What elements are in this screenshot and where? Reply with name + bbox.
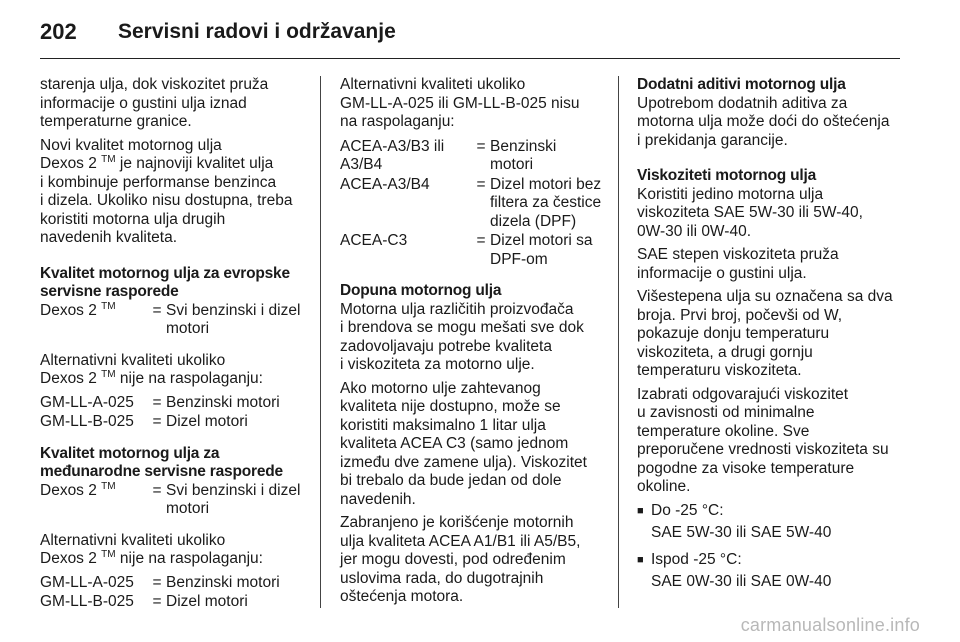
section-heading: Dopuna motornog ulja [340, 282, 502, 299]
paragraph: Višestepena ulja su označena sa dva broja. Prvi broj, počevši od W, pokazuje donju temperaturu viskoziteta, a drugi gornju temperaturu viskoziteta. [637, 288, 893, 379]
paragraph: Zabranjeno je korišćenje motornih ulja kvaliteta ACEA A1/B1 ili A5/B5, jer mogu dovesti, pod određenim uslovima rada, do dugotrajnih oštećenja motora. [340, 514, 581, 605]
section-heading: Kvalitet motornog ulja za međunarodne servisne rasporede [40, 444, 283, 480]
paragraph: Ako motorno ulje zahtevanog kvaliteta nije dostupno, može se koristiti maksimalno 1 litar ulja kvaliteta ACEA C3 (samo jednom između dve zamene ulja). Viskozitet bi trebalo da bude jedan od dole navedenih. [340, 379, 587, 508]
bullet-square-icon: ■ [637, 504, 644, 517]
spec-row: GM-LL-B-025 = Dizel motori [40, 593, 248, 610]
section-heading: Viskoziteti motornog ulja [637, 167, 817, 184]
spec-row: Dexos 2 ™ = Svi benzinski i dizel motori [40, 480, 301, 517]
page-header [40, 14, 396, 50]
trademark: TM [101, 154, 116, 165]
spec-row: GM-LL-A-025 = Benzinski motori [40, 573, 280, 591]
paragraph: Novi kvalitet motornog ulja Dexos 2 ™ je najnoviji kvalitet ulja i kombinuje performanse benzinca i dizela. Ukoliko nisu dostupna, treba koristiti motorna ulja drugih navedenih kvaliteta. [40, 136, 293, 246]
bullet-value: SAE 0W-30 ili SAE 0W-40 [651, 573, 832, 590]
paragraph: Koristiti jedino motorna ulja viskoziteta SAE 5W-30 ili 5W-40, 0W-30 ili 0W-40. [637, 185, 863, 240]
column-divider-2 [618, 76, 619, 608]
paragraph: Alternativni kvaliteti ukoliko Dexos 2 ™ nije na raspolaganju: [40, 531, 263, 567]
spec-row: GM-LL-A-025 = Benzinski motori [40, 393, 280, 411]
header-rule [40, 58, 900, 59]
paragraph: Alternativni kvaliteti ukoliko GM-LL-A-025 ili GM-LL-B-025 nisu na raspolaganju: [340, 76, 580, 130]
spec-row: ACEA-A3/B3 ili A3/B4 = Benzinski motori [340, 137, 557, 173]
paragraph: starenja ulja, dok viskozitet pruža informacije o gustini ulja iznad temperaturne granice. [40, 76, 269, 130]
bullet-item: ■ Ispod -25 °C: [637, 550, 742, 568]
section-heading: Kvalitet motornog ulja za evropske servisne rasporede [40, 264, 290, 300]
page-title: Servisni radovi i održavanje [118, 20, 396, 43]
column-1 [40, 76, 308, 613]
spec-row: GM-LL-B-025 = Dizel motori [40, 413, 248, 430]
spec-row: ACEA-A3/B4 = Dizel motori bez filtera za čestice dizela (DPF) [340, 175, 602, 230]
page-number: 202 [40, 19, 77, 44]
paragraph: Motorna ulja različitih proizvođača i brendova se mogu mešati sve dok zadovoljavaju potrebe kvaliteta i viskoziteta za motorno ulje. [340, 300, 584, 373]
column-3 [637, 76, 901, 600]
bullet-square-icon: ■ [637, 553, 644, 566]
column-2 [340, 76, 608, 612]
column-divider-1 [320, 76, 321, 608]
paragraph: Izabrati odgovarajući viskozitet u zavisnosti od minimalne temperature okoline. Sve preporučene vrednosti viskoziteta su pogodne za visoke temperature okoline. [637, 385, 889, 495]
section-heading: Dodatni aditivi motornog ulja [637, 76, 846, 93]
spec-row: Dexos 2 ™ = Svi benzinski i dizel motori [40, 300, 301, 337]
watermark: carmanualsonline.info [740, 615, 920, 635]
paragraph: Upotrebom dodatnih aditiva za motorna ulja može doći do oštećenja i prekidanja garancije. [637, 94, 890, 149]
paragraph: SAE stepen viskoziteta pruža informacije o gustini ulja. [637, 246, 839, 282]
paragraph: Alternativni kvaliteti ukoliko Dexos 2 ™ nije na raspolaganju: [40, 351, 263, 387]
bullet-value: SAE 5W-30 ili SAE 5W-40 [651, 524, 832, 541]
spec-row: ACEA-C3 = Dizel motori sa DPF-om [340, 232, 593, 268]
bullet-item: ■ Do -25 °C: [637, 501, 724, 519]
